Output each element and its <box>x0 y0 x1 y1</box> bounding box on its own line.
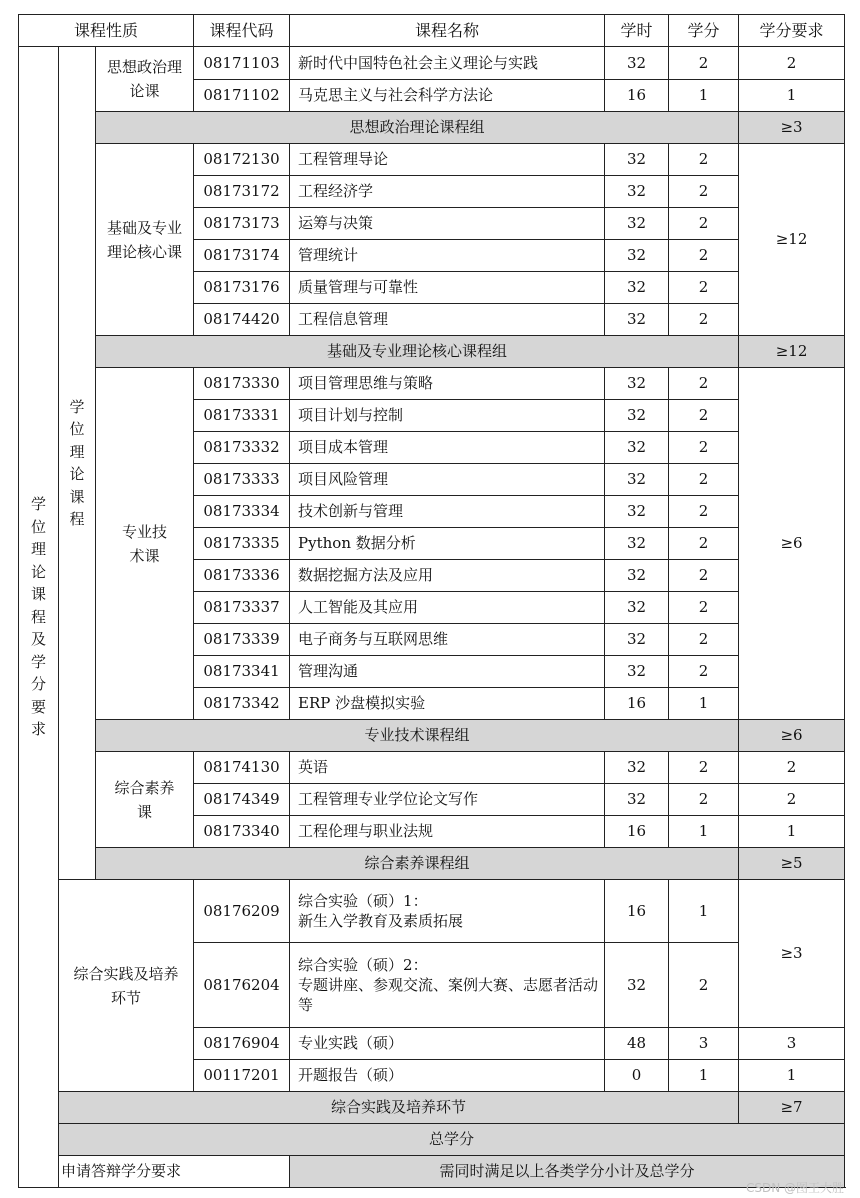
course-requirement: 1 <box>739 80 845 112</box>
course-hours: 32 <box>605 400 669 432</box>
course-credits: 2 <box>669 144 739 176</box>
course-code: 08171103 <box>194 47 290 80</box>
course-hours: 16 <box>605 880 669 943</box>
course-code: 08173331 <box>194 400 290 432</box>
course-hours: 32 <box>605 656 669 688</box>
group-label: 综合素养课程组 <box>96 848 739 880</box>
course-name: 综合实验（硕）1： 新生入学教育及素质拓展 <box>290 880 605 943</box>
course-hours: 0 <box>605 1060 669 1092</box>
group-label: 综合实践及培养环节 <box>59 1092 739 1124</box>
course-hours: 32 <box>605 528 669 560</box>
group-requirement: ≥12 <box>739 336 845 368</box>
group-label: 专业技术课程组 <box>96 720 739 752</box>
header-row <box>19 15 845 47</box>
course-credits: 2 <box>669 208 739 240</box>
category-degree-theory: 学位理论课程 <box>59 47 96 880</box>
course-credits: 3 <box>669 1028 739 1060</box>
course-name: 运筹与决策 <box>290 208 605 240</box>
course-credits: 1 <box>669 816 739 848</box>
group-row-comprehensive <box>19 848 845 880</box>
course-hours: 32 <box>605 943 669 1028</box>
course-credits: 2 <box>669 47 739 80</box>
curriculum-table <box>18 14 845 1188</box>
course-code: 08173330 <box>194 368 290 400</box>
course-hours: 32 <box>605 784 669 816</box>
basic-requirement: ≥12 <box>739 144 845 336</box>
course-requirement: 3 <box>739 1028 845 1060</box>
course-code: 08173339 <box>194 624 290 656</box>
header-requirement: 学分要求 <box>739 15 845 47</box>
course-code: 08173336 <box>194 560 290 592</box>
course-name: 专业实践（硕） <box>290 1028 605 1060</box>
header-nature: 课程性质 <box>19 15 194 47</box>
header-hours: 学时 <box>605 15 669 47</box>
course-code: 08173334 <box>194 496 290 528</box>
course-requirement: 1 <box>739 816 845 848</box>
course-credits: 2 <box>669 624 739 656</box>
course-credits: 2 <box>669 240 739 272</box>
category-comprehensive: 综合素养课 <box>96 752 194 848</box>
group-row-practice <box>19 1092 845 1124</box>
course-name: 人工智能及其应用 <box>290 592 605 624</box>
course-credits: 2 <box>669 464 739 496</box>
category-politics: 思想政治理论课 <box>96 47 194 112</box>
course-requirement: 1 <box>739 1060 845 1092</box>
course-hours: 48 <box>605 1028 669 1060</box>
total-label: 总学分 <box>59 1124 845 1156</box>
professional-requirement: ≥6 <box>739 368 845 720</box>
course-code: 08176204 <box>194 943 290 1028</box>
defense-row <box>19 1156 845 1188</box>
defense-label: 申请答辩学分要求 <box>59 1156 290 1188</box>
course-credits: 1 <box>669 1060 739 1092</box>
course-name: 新时代中国特色社会主义理论与实践 <box>290 47 605 80</box>
course-credits: 1 <box>669 688 739 720</box>
course-credits: 2 <box>669 304 739 336</box>
course-hours: 32 <box>605 272 669 304</box>
course-code: 08171102 <box>194 80 290 112</box>
course-name: 工程伦理与职业法规 <box>290 816 605 848</box>
course-name: ERP 沙盘模拟实验 <box>290 688 605 720</box>
course-name: 综合实验（硕）2： 专题讲座、参观交流、案例大赛、志愿者活动等 <box>290 943 605 1028</box>
course-credits: 2 <box>669 560 739 592</box>
table-row <box>19 47 845 80</box>
course-code: 08173176 <box>194 272 290 304</box>
category-practice: 综合实践及培养环节 <box>59 880 194 1092</box>
course-hours: 32 <box>605 592 669 624</box>
course-code: 08173340 <box>194 816 290 848</box>
course-hours: 32 <box>605 496 669 528</box>
course-hours: 32 <box>605 368 669 400</box>
course-hours: 16 <box>605 816 669 848</box>
course-code: 08173337 <box>194 592 290 624</box>
header-name: 课程名称 <box>290 15 605 47</box>
course-name: 马克思主义与社会科学方法论 <box>290 80 605 112</box>
group-requirement: ≥5 <box>739 848 845 880</box>
course-name: 项目风险管理 <box>290 464 605 496</box>
group-requirement: ≥6 <box>739 720 845 752</box>
course-credits: 2 <box>669 943 739 1028</box>
course-hours: 32 <box>605 624 669 656</box>
course-credits: 2 <box>669 752 739 784</box>
course-hours: 32 <box>605 47 669 80</box>
course-hours: 32 <box>605 752 669 784</box>
course-code: 08174130 <box>194 752 290 784</box>
course-hours: 16 <box>605 688 669 720</box>
course-name: 工程经济学 <box>290 176 605 208</box>
course-code: 08173173 <box>194 208 290 240</box>
course-hours: 32 <box>605 240 669 272</box>
course-code: 08173342 <box>194 688 290 720</box>
course-code: 00117201 <box>194 1060 290 1092</box>
course-name: 管理沟通 <box>290 656 605 688</box>
course-code: 08174420 <box>194 304 290 336</box>
course-credits: 2 <box>669 272 739 304</box>
course-code: 08173335 <box>194 528 290 560</box>
group-row-basic <box>19 336 845 368</box>
course-name: 工程管理导论 <box>290 144 605 176</box>
course-name: 管理统计 <box>290 240 605 272</box>
table-row <box>19 880 845 943</box>
course-name: 项目计划与控制 <box>290 400 605 432</box>
course-name: 技术创新与管理 <box>290 496 605 528</box>
course-code: 08176904 <box>194 1028 290 1060</box>
course-name: 项目成本管理 <box>290 432 605 464</box>
table-row <box>19 368 845 400</box>
course-code: 08173332 <box>194 432 290 464</box>
course-credits: 2 <box>669 368 739 400</box>
course-credits: 2 <box>669 656 739 688</box>
course-credits: 2 <box>669 592 739 624</box>
course-credits: 2 <box>669 432 739 464</box>
watermark: CSDN @图王大胜 <box>745 1181 844 1195</box>
course-requirement: 2 <box>739 784 845 816</box>
course-requirement: 2 <box>739 47 845 80</box>
course-requirement: 2 <box>739 752 845 784</box>
course-name: Python 数据分析 <box>290 528 605 560</box>
group-label: 基础及专业理论核心课程组 <box>96 336 739 368</box>
course-code: 08172130 <box>194 144 290 176</box>
course-name: 数据挖掘方法及应用 <box>290 560 605 592</box>
total-row <box>19 1124 845 1156</box>
course-hours: 32 <box>605 560 669 592</box>
course-credits: 2 <box>669 400 739 432</box>
course-credits: 2 <box>669 784 739 816</box>
course-code: 08173333 <box>194 464 290 496</box>
course-code: 08173174 <box>194 240 290 272</box>
group-requirement: ≥7 <box>739 1092 845 1124</box>
course-name: 英语 <box>290 752 605 784</box>
course-credits: 2 <box>669 176 739 208</box>
course-credits: 2 <box>669 528 739 560</box>
course-name: 电子商务与互联网思维 <box>290 624 605 656</box>
course-credits: 2 <box>669 496 739 528</box>
table-row <box>19 144 845 176</box>
course-hours: 32 <box>605 304 669 336</box>
course-hours: 32 <box>605 432 669 464</box>
course-code: 08176209 <box>194 880 290 943</box>
category-basic-core: 基础及专业理论核心课 <box>96 144 194 336</box>
group-label: 思想政治理论课程组 <box>96 112 739 144</box>
defense-text: 需同时满足以上各类学分小计及总学分 <box>290 1156 845 1188</box>
course-name: 开题报告（硕） <box>290 1060 605 1092</box>
header-code: 课程代码 <box>194 15 290 47</box>
group-requirement: ≥3 <box>739 112 845 144</box>
course-code: 08173341 <box>194 656 290 688</box>
course-hours: 32 <box>605 208 669 240</box>
practice-requirement: ≥3 <box>739 880 845 1028</box>
category-outer: 学位理论课程及学分要求 <box>19 47 59 1188</box>
course-name: 质量管理与可靠性 <box>290 272 605 304</box>
course-hours: 16 <box>605 80 669 112</box>
table-row <box>19 752 845 784</box>
course-code: 08174349 <box>194 784 290 816</box>
group-row-politics <box>19 112 845 144</box>
course-name: 工程信息管理 <box>290 304 605 336</box>
category-professional: 专业技术课 <box>96 368 194 720</box>
group-row-professional <box>19 720 845 752</box>
course-credits: 1 <box>669 880 739 943</box>
course-credits: 1 <box>669 80 739 112</box>
course-name: 工程管理专业学位论文写作 <box>290 784 605 816</box>
course-hours: 32 <box>605 144 669 176</box>
course-name: 项目管理思维与策略 <box>290 368 605 400</box>
course-code: 08173172 <box>194 176 290 208</box>
header-credits: 学分 <box>669 15 739 47</box>
course-hours: 32 <box>605 176 669 208</box>
course-hours: 32 <box>605 464 669 496</box>
